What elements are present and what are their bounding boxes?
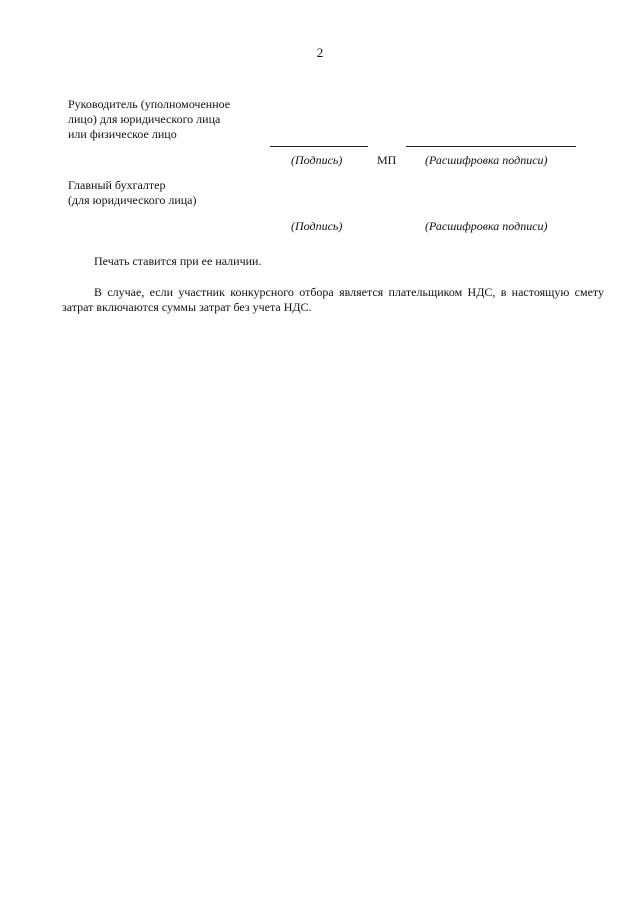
head-label: [68, 97, 230, 142]
accountant-label-line-2: (для юридического лица): [68, 193, 197, 207]
accountant-label: [68, 178, 197, 208]
head-decode-line[interactable]: [406, 146, 576, 147]
head-decode-caption: (Расшифровка подписи): [425, 153, 548, 167]
head-signature-line[interactable]: [270, 146, 368, 147]
head-label-line-1: Руководитель (уполномоченное: [68, 97, 231, 111]
head-label-line-2: лицо) для юридического лица: [68, 112, 221, 126]
head-label-line-3: или физическое лицо: [68, 127, 177, 141]
vat-note: В случае, если участник конкурсного отбора является плательщиком НДС, в настоящую смету затрат включаются суммы затрат без учета НДС.: [62, 285, 604, 314]
page-number: 2: [316, 45, 324, 60]
stamp-caption: МП: [377, 153, 397, 167]
accountant-label-line-1: Главный бухгалтер: [68, 178, 166, 192]
stamp-note: Печать ставится при ее наличии.: [94, 254, 262, 268]
head-signature-caption: (Подпись): [291, 153, 343, 167]
accountant-decode-caption: (Расшифровка подписи): [425, 219, 548, 233]
accountant-signature-caption: (Подпись): [291, 219, 343, 233]
